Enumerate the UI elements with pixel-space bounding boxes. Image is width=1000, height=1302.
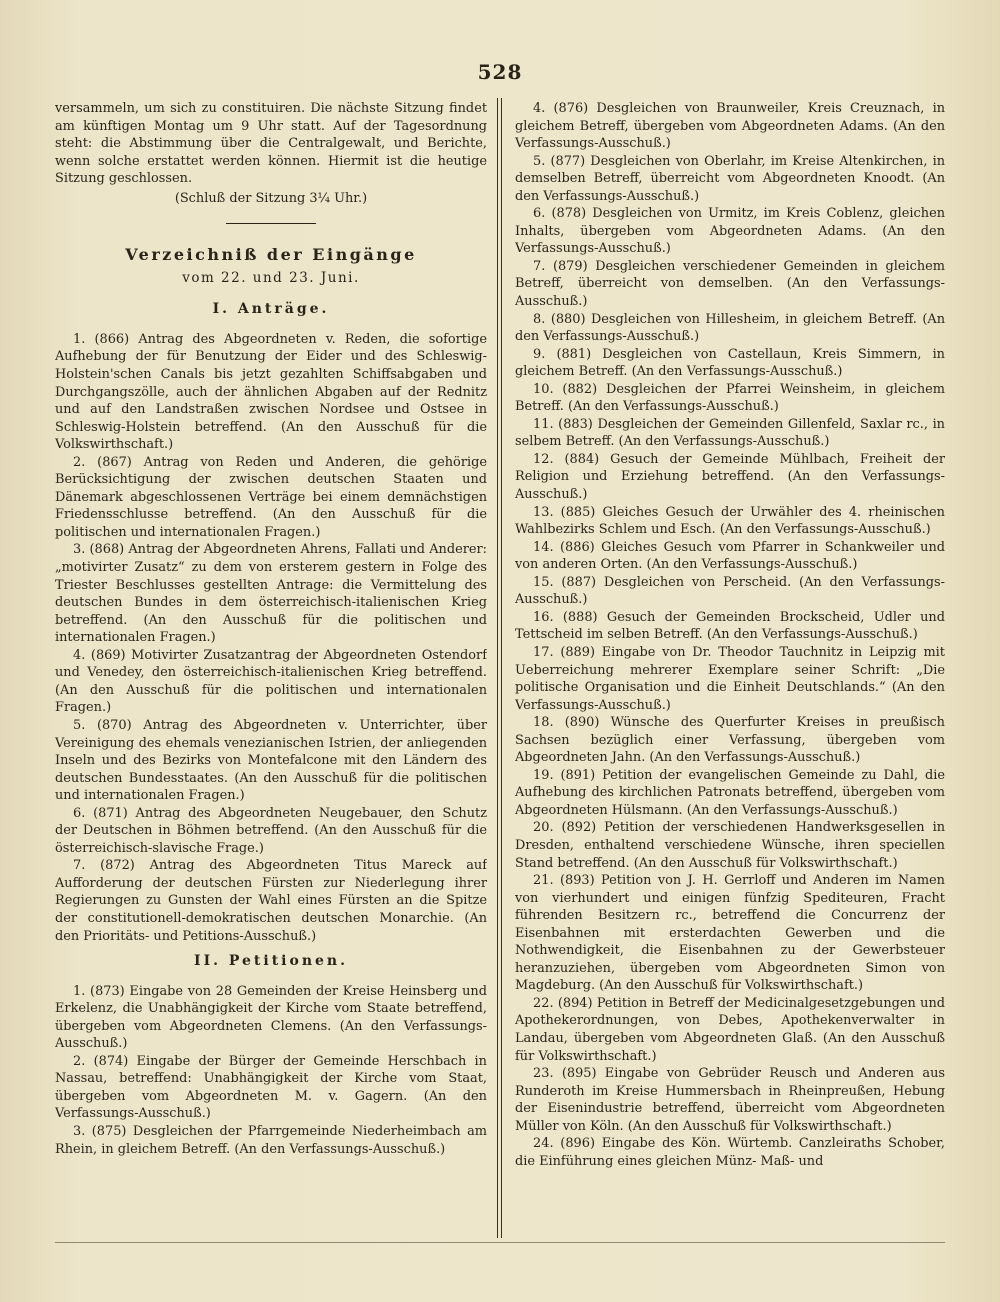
closing-note: (Schluß der Sitzung 3¼ Uhr.): [174, 190, 368, 206]
section-divider: [226, 223, 316, 224]
register-date: vom 22. und 23. Juni.: [182, 269, 360, 286]
list-item: 14. (886) Gleiches Gesuch vom Pfarrer in Schankweiler und von anderen Orten. (An den Verfassungs-Ausschuß.): [515, 539, 945, 573]
list-item: 1. (866) Antrag des Abgeordneten v. Reden, die sofortige Aufhebung der für Benutzung der Eider und des Schleswig-Holstein'schen Canals bis jetzt gezahlten Schiffsabgaben und Durchgangszölle, auch der ähnlichen Abgaben auf der Rednitz und auf den Landstraßen zwischen Nordsee und Ostsee in Schleswig-Holstein betreffend. (An den Ausschuß für die Volkswirthschaft.): [55, 331, 487, 453]
list-item: 13. (885) Gleiches Gesuch der Urwähler des 4. rheinischen Wahlbezirks Schlem und Esch. (An den Verfassungs-Ausschuß.): [515, 504, 945, 538]
list-item: 17. (889) Eingabe von Dr. Theodor Tauchnitz in Leipzig mit Ueberreichung mehrerer Exemplare seiner Schrift: „Die politische Organisation und die Einheit Deutschlands.“ (An den Verfassungs-Ausschuß.): [515, 644, 945, 713]
list-item: 6. (878) Desgleichen von Urmitz, im Kreis Coblenz, gleichen Inhalts, übergeben vom Abgeordneten Adams. (An den Verfassungs-Ausschuß.): [515, 206, 945, 257]
list-item: 5. (877) Desgleichen von Oberlahr, im Kreise Altenkirchen, in demselben Betreff, überreicht vom Abgeordneten Knoodt. (An den Verfassungs-Ausschuß.): [515, 153, 945, 204]
section-heading-antraege: I. Anträge.: [212, 301, 330, 318]
list-item: 4. (876) Desgleichen von Braunweiler, Kreis Creuznach, in gleichem Betreff, übergeben vom Abgeordneten Adams. (An den Verfassungs-Ausschuß.): [515, 101, 945, 152]
list-item: 4. (869) Motivirter Zusatzantrag der Abgeordneten Ostendorf und Venedey, den österreichisch-italienischen Krieg betreffend. (An den Ausschuß für die politischen und internationalen Fragen.): [55, 647, 487, 716]
intro-paragraph: versammeln, um sich zu constituiren. Die nächste Sitzung findet am künftigen Montag um 9 Uhr statt. Auf der Tagesordnung steht: die Abstimmung über die Centralgewalt, und Berichte, wenn solche erstattet werden können. Hiermit ist die heutige Sitzung geschlossen.: [55, 101, 487, 187]
section-heading-petitionen: II. Petitionen.: [194, 953, 348, 970]
bottom-rule: [55, 1242, 945, 1243]
list-item: 2. (874) Eingabe der Bürger der Gemeinde Herschbach in Nassau, betreffend: Unabhängigkeit der Kirche vom Staat, übergeben vom Abgeordneten M. v. Gagern. (An den Verfassungs-Ausschuß.): [55, 1053, 487, 1122]
register-heading: Verzeichniß der Eingänge: [125, 245, 417, 265]
list-item: 8. (880) Desgleichen von Hillesheim, in gleichem Betreff. (An den Verfassungs-Ausschuß.): [515, 311, 945, 345]
list-item: 3. (875) Desgleichen der Pfarrgemeinde Niederheimbach am Rhein, in gleichem Betreff. (An den Verfassungs-Ausschuß.): [55, 1123, 487, 1157]
column-divider-double: [501, 98, 502, 1238]
list-item: 16. (888) Gesuch der Gemeinden Brockscheid, Udler und Tettscheid im selben Betreff. (An den Verfassungs-Ausschuß.): [515, 609, 945, 643]
left-column: [55, 100, 487, 1240]
page-number: 528: [477, 60, 523, 84]
list-item: 11. (883) Desgleichen der Gemeinden Gillenfeld, Saxlar rc., in selbem Betreff. (An den Verfassungs-Ausschuß.): [515, 416, 945, 450]
list-item: 22. (894) Petition in Betreff der Medicinalgesetzgebungen und Apothekerordnungen, von Debes, Apothekenverwalter in Landau, übergeben vom Abgeordneten Glaß. (An den Ausschuß für Volkswirthschaft.): [515, 995, 945, 1064]
list-item: 1. (873) Eingabe von 28 Gemeinden der Kreise Heinsberg und Erkelenz, die Unabhängigkeit der Kirche vom Staate betreffend, übergeben vom Abgeordneten Clemens. (An den Verfassungs-Ausschuß.): [55, 983, 487, 1052]
list-item: 12. (884) Gesuch der Gemeinde Mühlbach, Freiheit der Religion und Erziehung betreffend. (An den Verfassungs-Ausschuß.): [515, 451, 945, 503]
list-item: 19. (891) Petition der evangelischen Gemeinde zu Dahl, die Aufhebung des kirchlichen Patronats betreffend, übergeben vom Abgeordneten Hülsmann. (An den Verfassungs-Ausschuß.): [515, 767, 945, 818]
list-item: 20. (892) Petition der verschiedenen Handwerksgesellen in Dresden, enthaltend verschiedene Wünsche, ihren speciellen Stand betreffend. (An den Ausschuß für Volkswirthschaft.): [515, 820, 945, 871]
list-item: 7. (872) Antrag des Abgeordneten Titus Mareck auf Aufforderung der deutschen Fürsten zur Niederlegung ihrer Regierungen zu Gunsten der Wahl eines Fürsten an die Spitze der constitutionell-demokratischen deutschen Monarchie. (An den Prioritäts- und Petitions-Ausschuß.): [55, 858, 487, 944]
list-item: 18. (890) Wünsche des Querfurter Kreises in preußisch Sachsen bezüglich einer Verfassung, übergeben vom Abgeordneten Jahn. (An den Verfassungs-Ausschuß.): [515, 715, 945, 766]
list-item: 15. (887) Desgleichen von Perscheid. (An den Verfassungs-Ausschuß.): [515, 574, 945, 608]
right-column: [515, 100, 945, 1240]
list-item: 21. (893) Petition von J. H. Gerrloff und Anderen im Namen von vierhundert und einigen fünfzig Spediteuren, Fracht führenden Besitzern rc., betreffend die Concurrenz der Eisenbahnen mit ersterdachten Gewerben und die Nothwendigkeit, die Eisenbahnen zu der Gewerbsteuer heranzuziehen, übergeben vom Abgeordneten Simon von Magdeburg. (An den Ausschuß für Volkswirthschaft.): [515, 873, 945, 994]
column-divider: [497, 98, 498, 1238]
list-item: 3. (868) Antrag der Abgeordneten Ahrens, Fallati und Anderer: „motivirter Zusatz“ zu dem von ersterem gestern in Folge des Triester Beschlusses gestellten Antrage: die Vermittelung des deutschen Bundes in dem österreichisch-italienischen Krieg betreffend. (An den Ausschuß für die politischen und internationalen Fragen.): [55, 542, 487, 646]
list-item: 5. (870) Antrag des Abgeordneten v. Unterrichter, über Vereinigung des ehemals venezianischen Istrien, der anliegenden Inseln und des Bezirks von Montefalcone mit den Ländern des deutschen Bundesstaates. (An den Ausschuß für die politischen und internationalen Fragen.): [55, 717, 487, 804]
list-item: 23. (895) Eingabe von Gebrüder Reusch und Anderen aus Runderoth im Kreise Hummersbach in Rheinpreußen, Hebung der Eisenindustrie betreffend, überreicht vom Abgeordneten Müller von Köln. (An den Ausschuß für Volkswirthschaft.): [515, 1066, 945, 1134]
list-item: 2. (867) Antrag von Reden und Anderen, die gehörige Berücksichtigung der zwischen deutschen Staaten und Dänemark abgeschlossenen Verträge bei einem demnächstigen Friedensschlusse betreffend. (An den Ausschuß für die politischen und internationalen Fragen.): [55, 454, 487, 540]
list-item: 7. (879) Desgleichen verschiedener Gemeinden in gleichem Betreff, überreicht von demselben. (An den Verfassungs-Ausschuß.): [515, 258, 945, 310]
list-item: 10. (882) Desgleichen der Pfarrei Weinsheim, in gleichem Betreff. (An den Verfassungs-Ausschuß.): [515, 381, 945, 415]
list-item: 6. (871) Antrag des Abgeordneten Neugebauer, den Schutz der Deutschen in Böhmen betreffend. (An den Ausschuß für die österreichisch-slavische Frage.): [55, 805, 487, 856]
list-item: 9. (881) Desgleichen von Castellaun, Kreis Simmern, in gleichem Betreff. (An den Verfassungs-Ausschuß.): [515, 346, 945, 380]
list-item: 24. (896) Eingabe des Kön. Würtemb. Canzleiraths Schober, die Einführung eines gleichen Münz- Maß- und: [515, 1136, 945, 1169]
